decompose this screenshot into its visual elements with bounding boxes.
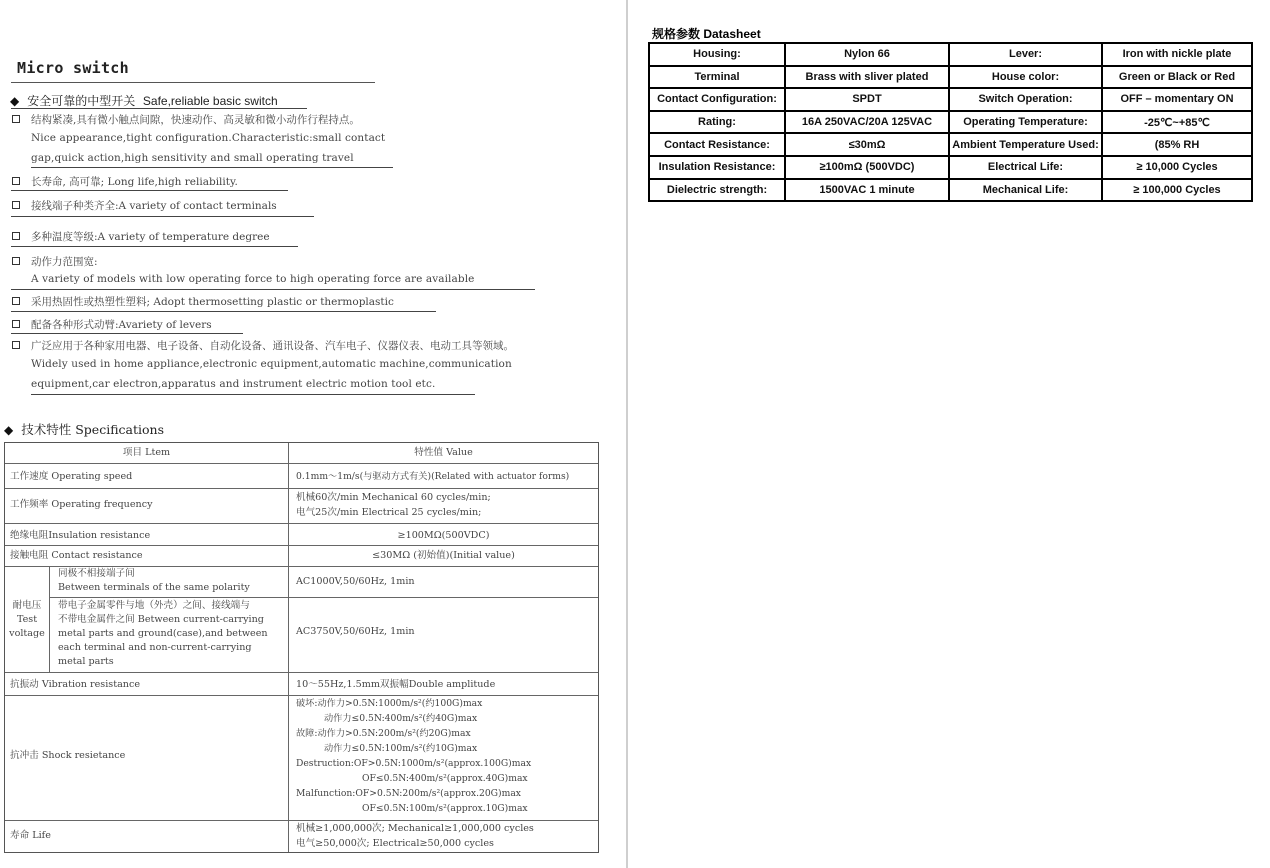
datasheet-label: House color: (949, 66, 1102, 89)
checkbox-bullet-icon (12, 341, 20, 349)
table-rule (5, 545, 598, 546)
datasheet-label: Electrical Life: (949, 156, 1102, 179)
feature-underline (11, 333, 243, 334)
datasheet-value: (85% RH (1102, 133, 1252, 156)
feature-line: Widely used in home appliance,electronic equipment,automatic machine,communication (31, 358, 512, 370)
table-row (649, 133, 1252, 156)
datasheet-value: OFF – momentary ON (1102, 88, 1252, 111)
spec-value: 电气25次/min Electrical 25 cycles/min; (296, 507, 482, 518)
diamond-bullet-icon: ◆ (4, 423, 14, 437)
feature-line: equipment,car electron,apparatus and instrument electric motion tool etc. (31, 378, 436, 390)
feature-underline (11, 311, 436, 312)
feature-item: 动作力范围宽: (12, 254, 98, 269)
feature-item: 多种温度等级:A variety of temperature degree (12, 229, 270, 244)
datasheet-value: ≥100mΩ (500VDC) (785, 156, 949, 179)
spec-value: AC3750V,50/60Hz, 1min (296, 626, 415, 637)
feature-underline (11, 289, 535, 290)
section-heading-en: Safe,reliable basic switch (142, 94, 278, 108)
spec-label-test-voltage: 耐电压 Test voltage (9, 600, 45, 639)
table-rule (5, 463, 598, 464)
feature-underline (11, 190, 288, 191)
table-row (649, 179, 1252, 202)
datasheet-label: Terminal (649, 66, 785, 89)
spec-label: 抗冲击 Shock resietance (10, 750, 126, 761)
datasheet-label: Switch Operation: (949, 88, 1102, 111)
datasheet-value: ≥ 100,000 Cycles (1102, 179, 1252, 202)
title-underline (11, 82, 375, 83)
table-rule (49, 597, 598, 598)
page-divider (626, 0, 628, 868)
spec-label: 工作速度 Operating speed (10, 471, 133, 482)
feature-item: 长寿命, 高可靠; Long life,high reliability. (12, 174, 238, 189)
table-header-value: 特性值 Value (414, 447, 473, 458)
datasheet-value: Brass with sliver plated (785, 66, 949, 89)
table-row (649, 156, 1252, 179)
voltage-condition-ground: 带电子金属零件与地（外壳）之间、接线端与 不带电金属件之间 Between current-carrying metal parts and ground(case),and between each terminal and non-current-carrying metal parts (58, 600, 268, 667)
spec-value: 机械≥1,000,000次; Mechanical≥1,000,000 cycles (296, 823, 534, 834)
datasheet-value: 1500VAC 1 minute (785, 179, 949, 202)
document-title: Micro switch (17, 59, 129, 77)
spec-value: ≤30MΩ (初始值)(Initial value) (372, 550, 515, 561)
section-heading-specifications (4, 420, 164, 438)
feature-underline (31, 394, 475, 395)
feature-item: 配备各种形式动臂:Avariety of levers (12, 317, 212, 332)
feature-line: Nice appearance,tight configuration.Characteristic:small contact (31, 132, 386, 144)
checkbox-bullet-icon (12, 177, 20, 185)
feature-item: 广泛应用于各种家用电器、电子设备、自动化设备、通讯设备、汽车电子、仪器仪表、电动工具等领域。 (12, 338, 514, 353)
specifications-table (4, 442, 599, 853)
checkbox-bullet-icon (12, 115, 20, 123)
checkbox-bullet-icon (12, 232, 20, 240)
table-row (649, 111, 1252, 134)
datasheet-label: Ambient Temperature Used: (949, 133, 1102, 156)
section-heading-zh: 技术特性 (21, 422, 72, 437)
diamond-bullet-icon: ◆ (10, 94, 20, 108)
spec-value: ≥100MΩ(500VDC) (397, 530, 490, 541)
datasheet-value: ≥ 10,000 Cycles (1102, 156, 1252, 179)
checkbox-bullet-icon (12, 297, 20, 305)
table-rule (5, 488, 598, 489)
spec-value: 机械60次/min Mechanical 60 cycles/min; (296, 492, 491, 503)
datasheet-label: Contact Resistance: (649, 133, 785, 156)
datasheet-value: 16A 250VAC/20A 125VAC (785, 111, 949, 134)
heading-underline (11, 108, 307, 109)
datasheet-value: ≤30mΩ (785, 133, 949, 156)
feature-item: 采用热固性或热塑性塑料; Adopt thermosetting plastic or thermoplastic (12, 294, 394, 309)
feature-item: 接线端子种类齐全:A variety of contact terminals (12, 198, 277, 213)
checkbox-bullet-icon (12, 320, 20, 328)
table-row (649, 88, 1252, 111)
spec-label: 工作频率 Operating frequency (10, 499, 153, 510)
table-rule (49, 566, 50, 672)
datasheet-label: Insulation Resistance: (649, 156, 785, 179)
voltage-condition-same-polarity: 同极不相接端子间 Between terminals of the same polarity (58, 568, 250, 593)
feature-underline (31, 167, 393, 168)
spec-label: 接触电阻 Contact resistance (10, 550, 143, 561)
datasheet-label: Dielectric strength: (649, 179, 785, 202)
left-page (0, 0, 624, 868)
table-rule (288, 443, 289, 852)
feature-item: 结构紧凑,具有微小触点间隙，快速动作、高灵敏和微小动作行程持点。 (12, 112, 360, 127)
datasheet-value: -25℃~+85℃ (1102, 111, 1252, 134)
spec-value: 0.1mm～1m/s(与驱动方式有关)(Related with actuator forms) (296, 471, 570, 482)
datasheet-label: Contact Configuration: (649, 88, 785, 111)
spec-value-shock: 破坏:动作力>0.5N:1000m/s²(约100G)max 动作力≤0.5N:400m/s²(约40G)max 故障:动作力>0.5N:200m/s²(约20G)max 动作力≤0.5N:100m/s²(约10G)max Destruction:OF>0.5N:1000m/s²(approx.100G)max OF≤0.5N:400m/s²(approx.40G)max Malfunction:OF>0.5N:200m/s²(approx.20G)max OF≤0.5N:100m/s²(approx.10G)max (296, 698, 532, 814)
datasheet-label: Housing: (649, 43, 785, 66)
checkbox-bullet-icon (12, 257, 20, 265)
datasheet-value: Iron with nickle plate (1102, 43, 1252, 66)
spec-value: 10～55Hz,1.5mm双振幅Double amplitude (296, 679, 496, 690)
table-header-item: 项目 Ltem (122, 447, 171, 458)
spec-value: 电气≥50,000次; Electrical≥50,000 cycles (296, 838, 494, 849)
datasheet-label: Rating: (649, 111, 785, 134)
datasheet-label: Operating Temperature: (949, 111, 1102, 134)
table-row (649, 43, 1252, 66)
table-row (649, 66, 1252, 89)
datasheet-value: Nylon 66 (785, 43, 949, 66)
datasheet-table (648, 42, 1253, 202)
feature-underline (11, 216, 314, 217)
spec-value: AC1000V,50/60Hz, 1min (296, 576, 415, 587)
section-heading-en: Specifications (75, 422, 164, 437)
feature-line: A variety of models with low operating force to high operating force are available (31, 273, 475, 285)
section-heading-zh: 安全可靠的中型开关 (27, 94, 136, 108)
feature-underline (11, 246, 298, 247)
section-heading-basic-switch (10, 92, 278, 109)
feature-line: gap,quick action,high sensitivity and small operating travel (31, 152, 354, 164)
datasheet-value: Green or Black or Red (1102, 66, 1252, 89)
datasheet-value: SPDT (785, 88, 949, 111)
checkbox-bullet-icon (12, 201, 20, 209)
spec-label: 绝缘电阻Insulation resistance (10, 530, 151, 541)
datasheet-label: Mechanical Life: (949, 179, 1102, 202)
table-rule (5, 523, 598, 524)
datasheet-label: Lever: (949, 43, 1102, 66)
spec-label: 抗振动 Vibration resistance (10, 679, 141, 690)
datasheet-title: 规格参数 Datasheet (652, 27, 761, 41)
spec-label: 寿命 Life (10, 830, 51, 841)
table-rule (5, 672, 598, 673)
